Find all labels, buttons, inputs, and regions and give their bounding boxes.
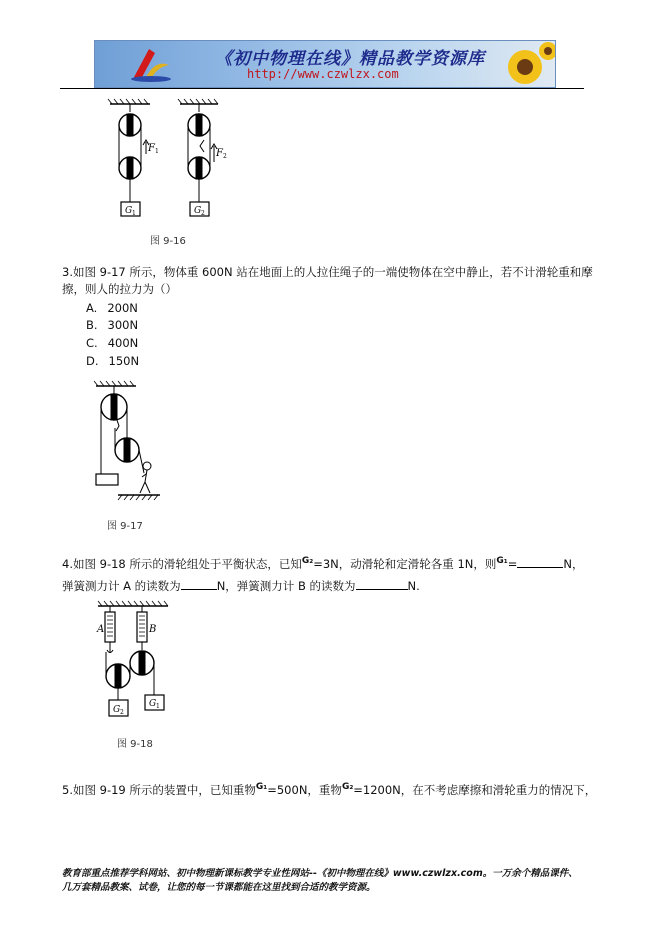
footer-line2: 几万套精品教案、试卷，让您的每一节课都能在这里找到合适的教学资源。 <box>62 882 376 893</box>
banner-url: http://www.czwlzx.com <box>247 67 399 81</box>
f1-label: F <box>148 143 155 154</box>
g2-sub: 2 <box>201 210 205 217</box>
question3-line1: 3.如图 9-17 所示，物体重 600N 站在地面上的人拉住绳子的一端使物体在空中静止，若不计滑轮重和摩 <box>62 265 593 279</box>
option-a: A. 200N <box>86 301 138 315</box>
figure-9-17-caption: 图 9-17 <box>107 521 143 532</box>
question3-line2: 擦，则人的拉力为（） <box>62 282 177 296</box>
g2-box-label: G <box>113 705 121 715</box>
question4-line1: 4.如图 9-18 所示的滑轮组处于平衡状态，已知$^{G_2}$=3N，动滑轮和定滑轮各重 1N，则$^{G_1}$= N， <box>62 556 584 571</box>
figure-9-17 <box>88 378 168 504</box>
header-rule <box>60 88 584 89</box>
header-banner <box>94 40 556 88</box>
g1-label: G <box>125 206 133 216</box>
scale-a-label: A <box>97 624 105 635</box>
q5-g1-symbol: G₁ <box>255 782 268 792</box>
q5-g2-symbol: G₂ <box>341 782 354 792</box>
figure-9-16-caption: 图 9-16 <box>150 236 186 247</box>
g1-box-sub: 1 <box>156 703 160 710</box>
footer-line1: 教育部重点推荐学科网站、初中物理新课标教学专业性网站--《初中物理在线》www.czwlzx.com。一万余个精品课件、 <box>62 868 578 879</box>
sunflower-image <box>495 41 555 87</box>
option-c: C. 400N <box>86 336 139 350</box>
f2-sub: 2 <box>223 153 227 160</box>
g2-symbol: G₂ <box>301 556 314 566</box>
answer-blank-b[interactable] <box>356 577 408 590</box>
figure-9-18-caption: 图 9-18 <box>117 739 153 750</box>
option-b: B. 300N <box>86 318 139 332</box>
option-d: D. 150N <box>86 354 140 368</box>
f2-label: F <box>216 148 223 159</box>
g1-sub: 1 <box>132 210 136 217</box>
question5-line1: 5.如图 9-19 所示的装置中，已知重物$^{G_1}$=500N，重物$^{G_2}$=1200N，在不考虑摩擦和滑轮重力的情况下， <box>62 782 597 797</box>
question4-line2: 弹簧测力计 A 的读数为 N，弹簧测力计 B 的读数为 N. <box>62 579 420 593</box>
scale-b-label: B <box>149 624 157 635</box>
g2-box-sub: 2 <box>120 709 124 716</box>
f1-sub: 1 <box>155 148 159 155</box>
figure-9-18 <box>94 600 174 724</box>
banner-title: 《初中物理在线》精品教学资源库 <box>215 49 485 69</box>
g1-symbol: G₁ <box>496 556 508 566</box>
answer-blank-a[interactable] <box>181 577 217 590</box>
g2-label: G <box>194 206 202 216</box>
g1-box-label: G <box>149 699 157 709</box>
answer-blank-g1[interactable] <box>517 555 563 568</box>
figure-9-16 <box>100 98 240 220</box>
site-logo <box>125 45 175 83</box>
